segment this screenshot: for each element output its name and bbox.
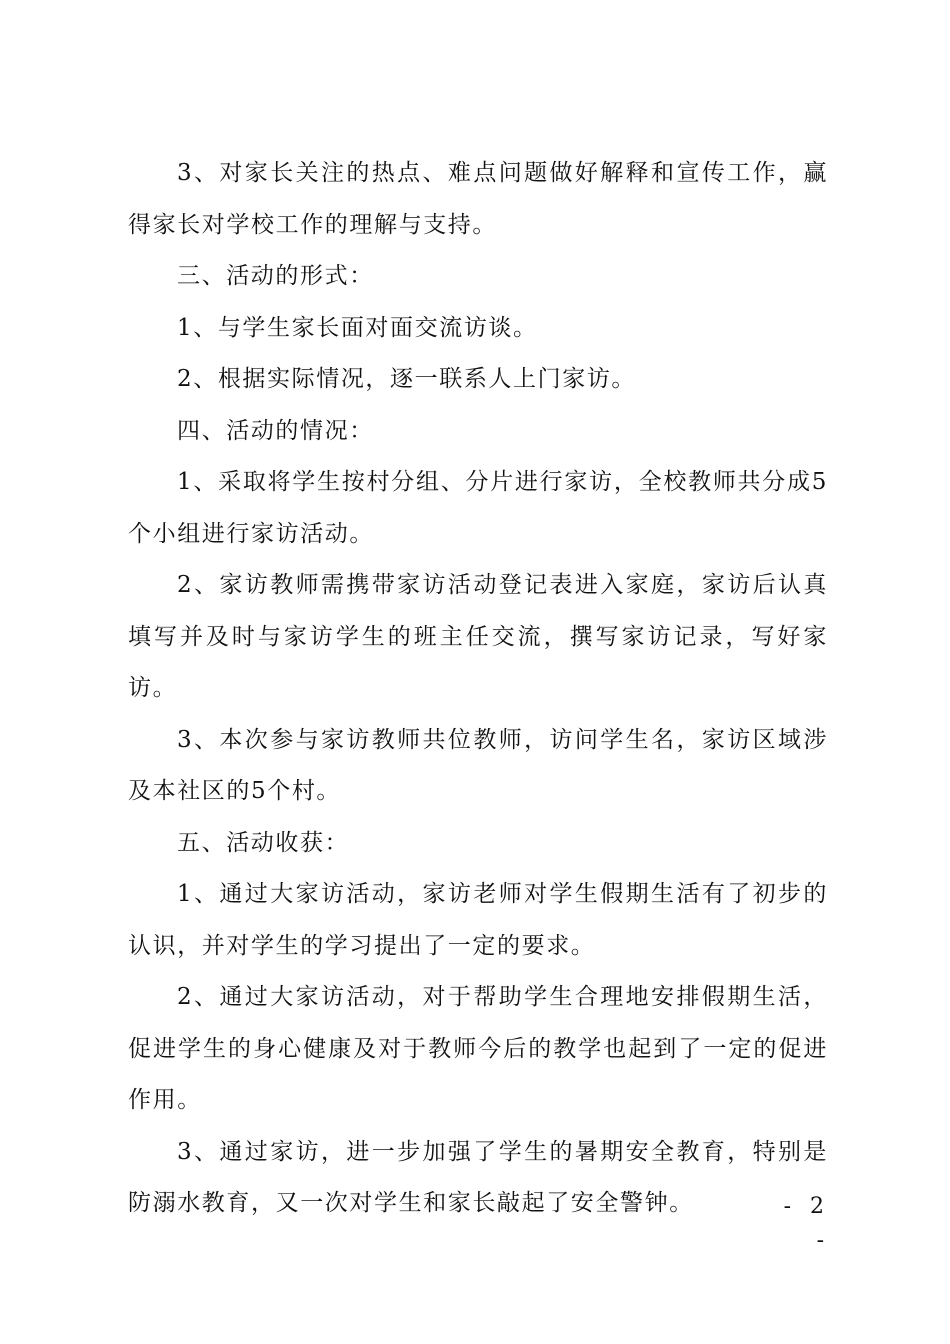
paragraph-form-1: 1、与学生家长面对面交流访谈。	[177, 314, 538, 341]
paragraph-goal-3: 3、对家长关注的热点、难点问题做好解释和宣传工作，赢得家长对学校工作的理解与支持。	[128, 160, 828, 238]
paragraph-situation-1: 1、采取将学生按村分组、分片进行家访，全校教师共分成5个小组进行家访活动。	[128, 469, 828, 547]
page-number: - 2 -	[783, 1194, 830, 1253]
paragraph-situation-3: 3、本次参与家访教师共位教师，访问学生名，家访区域涉及本社区的5个村。	[128, 726, 828, 804]
section-heading-activity-situation: 四、活动的情况：	[177, 417, 374, 444]
section-heading-activity-form: 三、活动的形式：	[177, 263, 374, 289]
paragraph-gains-1: 1、通过大家访活动，家访老师对学生假期生活有了初步的认识，并对学生的学习提出了一定的要求。	[128, 881, 828, 959]
section-heading-activity-gains: 五、活动收获：	[177, 829, 350, 856]
paragraph-form-2: 2、根据实际情况，逐一联系人上门家访。	[177, 366, 637, 392]
paragraph-gains-3: 3、通过家访，进一步加强了学生的暑期安全教育，特别是防溺水教育，又一次对学生和家长敲起了安全警钟。	[128, 1138, 828, 1216]
document-body	[128, 148, 830, 1253]
paragraph-gains-2: 2、通过大家访活动，对于帮助学生合理地安排假期生活，促进学生的身心健康及对于教师今后的教学也起到了一定的促进作用。	[128, 984, 828, 1113]
paragraph-situation-2: 2、家访教师需携带家访活动登记表进入家庭，家访后认真填写并及时与家访学生的班主任交流，撰写家访记录，写好家访。	[128, 572, 828, 701]
